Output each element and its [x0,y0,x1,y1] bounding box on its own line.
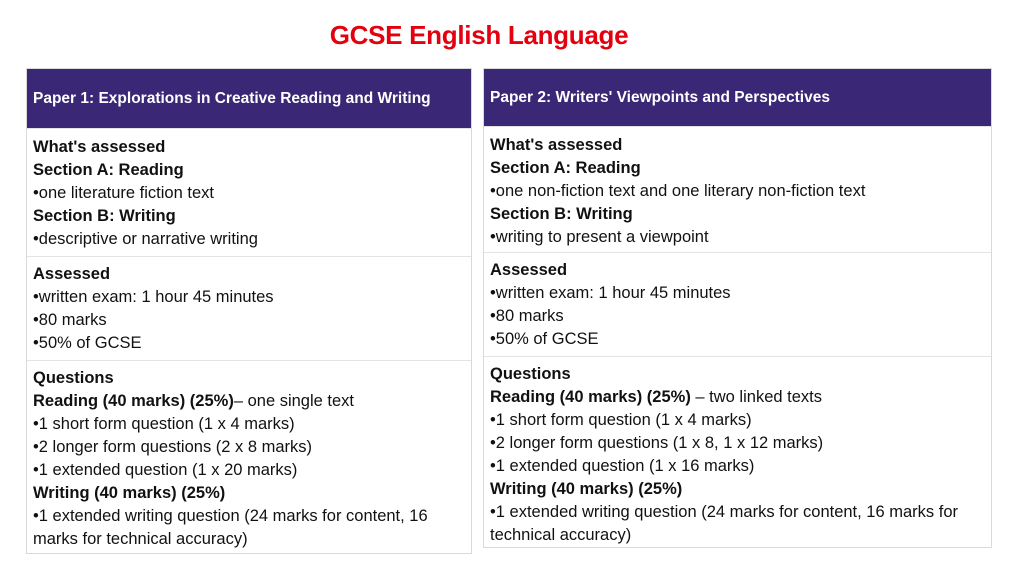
reading-label: Reading (40 marks) (25%) [33,392,234,410]
paper2-panel [483,68,992,548]
reading-item: •2 longer form questions (1 x 8, 1 x 12 marks) [490,434,824,452]
reading-note: – one single text [233,392,354,410]
paper2-whats-assessed [484,126,991,252]
paper1-panel [26,68,472,554]
writing-label: Writing (40 marks) (25%) [490,480,683,498]
paper1-whats-assessed [27,128,471,256]
paper2-assessed [484,252,991,356]
reading-line [490,386,985,409]
paper1-questions [27,360,471,553]
reading-item: •1 extended question (1 x 20 marks) [33,461,298,479]
reading-line [33,390,465,413]
section-a-item: •one non-fiction text and one literary non-fiction text [490,182,866,200]
assessed-item: •50% of GCSE [33,334,142,352]
writing-label: Writing (40 marks) (25%) [33,484,226,502]
assessed-heading: Assessed [490,261,568,279]
assessed-item: •50% of GCSE [490,330,599,348]
writing-item: •1 extended writing question (24 marks for content, 16 marks for technical accuracy) [490,503,959,544]
writing-item: •1 extended writing question (24 marks for content, 16 marks for technical accuracy) [33,507,428,548]
assessed-item: •written exam: 1 hour 45 minutes [33,288,274,306]
section-a-item: •one literature fiction text [33,184,214,202]
section-b-item: •writing to present a viewpoint [490,228,709,246]
whats-assessed-heading: What's assessed [490,136,623,154]
paper1-header: Paper 1: Explorations in Creative Reading and Writing [27,69,471,128]
assessed-item: •80 marks [490,307,564,325]
reading-item: •1 short form question (1 x 4 marks) [33,415,295,433]
whats-assessed-heading: What's assessed [33,138,166,156]
reading-item: •2 longer form questions (2 x 8 marks) [33,438,313,456]
assessed-item: •written exam: 1 hour 45 minutes [490,284,731,302]
section-b-label: Section B: Writing [33,207,176,225]
questions-heading: Questions [490,365,571,383]
questions-heading: Questions [33,369,114,387]
paper1-assessed [27,256,471,360]
assessed-item: •80 marks [33,311,107,329]
reading-item: •1 extended question (1 x 16 marks) [490,457,755,475]
assessed-heading: Assessed [33,265,111,283]
section-b-item: •descriptive or narrative writing [33,230,258,248]
reading-label: Reading (40 marks) (25%) [490,388,691,406]
reading-item: •1 short form question (1 x 4 marks) [490,411,752,429]
paper2-questions [484,356,991,547]
section-a-label: Section A: Reading [33,161,184,179]
section-a-label: Section A: Reading [490,159,641,177]
section-b-label: Section B: Writing [490,205,633,223]
page-title: GCSE English Language [329,20,629,50]
paper2-header: Paper 2: Writers' Viewpoints and Perspectives [484,69,991,126]
reading-note: – two linked texts [690,388,822,406]
